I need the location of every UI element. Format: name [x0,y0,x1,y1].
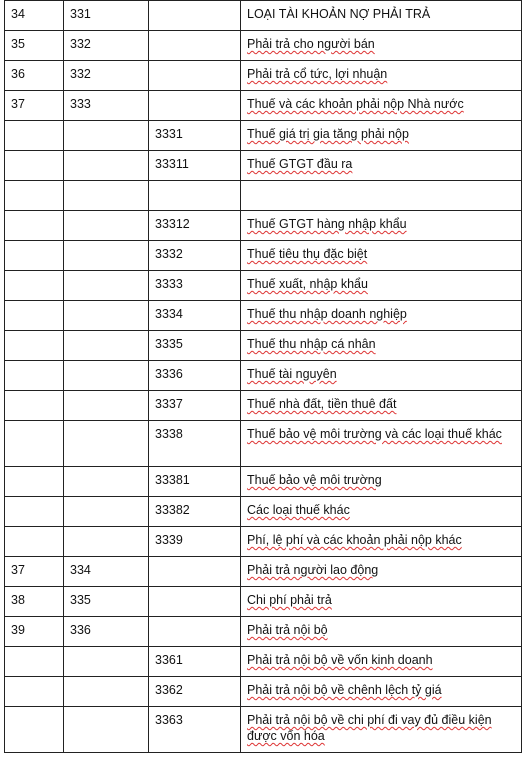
account-name-cell [241,151,522,181]
level1-account-cell [64,181,149,211]
level1-account-cell [64,391,149,421]
table-row [5,61,522,91]
account-name-text: Các loại thuế khác [247,503,350,517]
level1-account-cell [64,151,149,181]
row-number-text: 38 [11,593,25,607]
level2-account-text: 3339 [155,533,183,547]
account-name-text: Thuế thu nhập doanh nghiệp [247,307,407,321]
account-name-cell [241,1,522,31]
row-number-cell [5,241,64,271]
level1-account-text: 331 [70,7,91,21]
table-row [5,331,522,361]
level2-account-text: 3333 [155,277,183,291]
level2-account-text: 3363 [155,713,183,727]
table-row [5,241,522,271]
level1-account-cell [64,587,149,617]
table-row [5,467,522,497]
row-number-cell [5,391,64,421]
level2-account-text: 3332 [155,247,183,261]
table-row [5,587,522,617]
row-number-cell [5,647,64,677]
table-row [5,527,522,557]
account-name-cell [241,617,522,647]
table-row [5,557,522,587]
row-number-cell [5,1,64,31]
table-row [5,91,522,121]
account-name-text: Phải trả người lao động [247,563,379,577]
row-number-cell [5,301,64,331]
row-number-cell [5,467,64,497]
account-name-cell [241,211,522,241]
row-number-cell [5,587,64,617]
level1-account-cell [64,91,149,121]
table-row [5,121,522,151]
account-name-cell [241,391,522,421]
level2-account-text: 3331 [155,127,183,141]
table-row [5,1,522,31]
row-number-cell [5,421,64,467]
account-name-text: Phải trả nội bộ về chênh lệch tỷ giá [247,683,442,697]
account-name-text: Thuế giá trị gia tăng phải nộp [247,127,409,141]
level1-account-cell [64,331,149,361]
row-number-cell [5,331,64,361]
row-number-text: 37 [11,563,25,577]
level2-account-cell [149,421,241,467]
row-number-cell [5,677,64,707]
level1-account-cell [64,421,149,467]
account-name-text: Thuế bảo vệ môi trường [247,473,382,487]
level1-account-cell [64,647,149,677]
level2-account-cell [149,331,241,361]
level1-account-text: 333 [70,97,91,111]
account-name-text: LOẠI TÀI KHOẢN NỢ PHẢI TRẢ [247,7,431,21]
level1-account-cell [64,617,149,647]
level2-account-text: 3361 [155,653,183,667]
table-row [5,151,522,181]
level1-account-text: 332 [70,37,91,51]
level1-account-cell [64,121,149,151]
table-row [5,677,522,707]
row-number-cell [5,271,64,301]
level2-account-cell [149,181,241,211]
account-name-cell [241,241,522,271]
level1-account-cell [64,61,149,91]
account-name-cell [241,707,522,753]
table-row [5,647,522,677]
table-row [5,707,522,753]
account-name-cell [241,677,522,707]
account-name-text: Chi phí phải trả [247,593,332,607]
level2-account-text: 33381 [155,473,190,487]
level2-account-cell [149,361,241,391]
account-name-text: Thuế thu nhập cá nhân [247,337,376,351]
account-name-text: Thuế tài nguyên [247,367,337,381]
level2-account-cell [149,557,241,587]
account-name-cell [241,181,522,211]
table-row [5,271,522,301]
account-table [4,0,522,753]
level2-account-text: 3338 [155,427,183,441]
level2-account-cell [149,121,241,151]
level1-account-cell [64,1,149,31]
account-name-cell [241,331,522,361]
row-number-text: 35 [11,37,25,51]
level1-account-cell [64,241,149,271]
row-number-cell [5,91,64,121]
level2-account-cell [149,647,241,677]
account-name-text: Thuế GTGT đầu ra [247,157,353,171]
row-number-cell [5,61,64,91]
level2-account-cell [149,61,241,91]
level2-account-text: 33311 [155,157,189,171]
row-number-text: 34 [11,7,25,21]
level1-account-cell [64,677,149,707]
account-name-text: Phải trả nội bộ về vốn kinh doanh [247,653,433,667]
level2-account-cell [149,497,241,527]
level2-account-text: 3337 [155,397,183,411]
row-number-cell [5,557,64,587]
row-number-cell [5,527,64,557]
level2-account-cell [149,467,241,497]
row-number-cell [5,121,64,151]
account-name-cell [241,361,522,391]
row-number-cell [5,617,64,647]
table-row [5,497,522,527]
level1-account-cell [64,467,149,497]
row-number-cell [5,707,64,753]
level1-account-text: 334 [70,563,91,577]
level2-account-cell [149,391,241,421]
account-name-cell [241,647,522,677]
account-name-text: Thuế và các khoản phải nộp Nhà nước [247,97,464,111]
row-number-cell [5,151,64,181]
level2-account-cell [149,151,241,181]
level2-account-text: 33312 [155,217,190,231]
level1-account-cell [64,497,149,527]
account-name-text: Phải trả cho người bán [247,37,375,51]
level1-account-cell [64,211,149,241]
table-row [5,211,522,241]
account-name-cell [241,31,522,61]
row-number-text: 36 [11,67,25,81]
account-name-text: Thuế xuất, nhập khẩu [247,277,368,291]
table-row [5,391,522,421]
level2-account-text: 3335 [155,337,183,351]
account-name-cell [241,557,522,587]
account-name-cell [241,421,522,467]
account-name-cell [241,271,522,301]
account-name-text: Phải trả nội bộ [247,623,328,637]
level1-account-text: 335 [70,593,91,607]
level2-account-text: 3362 [155,683,183,697]
account-name-text: Phải trả cổ tức, lợi nhuận [247,67,388,81]
account-name-text: Thuế bảo vệ môi trường và các loại thuế khác [247,427,502,441]
document-page [4,0,522,753]
account-name-text: Thuế GTGT hàng nhập khẩu [247,217,407,231]
level2-account-cell [149,527,241,557]
row-number-cell [5,211,64,241]
level2-account-text: 3334 [155,307,183,321]
level2-account-cell [149,617,241,647]
row-number-cell [5,31,64,61]
level2-account-cell [149,301,241,331]
level1-account-cell [64,527,149,557]
account-name-cell [241,467,522,497]
table-row [5,421,522,467]
level2-account-cell [149,241,241,271]
table-row [5,181,522,211]
level1-account-cell [64,271,149,301]
level1-account-cell [64,557,149,587]
level2-account-text: 33382 [155,503,190,517]
level1-account-cell [64,361,149,391]
account-name-cell [241,61,522,91]
level2-account-cell [149,587,241,617]
level2-account-cell [149,271,241,301]
level1-account-text: 336 [70,623,91,637]
level1-account-cell [64,301,149,331]
table-row [5,617,522,647]
table-row [5,301,522,331]
account-name-text: Phí, lệ phí và các khoản phải nộp khác [247,533,462,547]
level2-account-cell [149,677,241,707]
table-row [5,31,522,61]
level2-account-cell [149,1,241,31]
level1-account-text: 332 [70,67,91,81]
account-name-cell [241,91,522,121]
table-row [5,361,522,391]
account-table-body [5,1,522,753]
account-name-cell [241,527,522,557]
account-name-cell [241,587,522,617]
level1-account-cell [64,707,149,753]
level2-account-cell [149,91,241,121]
row-number-text: 37 [11,97,25,111]
level1-account-cell [64,31,149,61]
account-name-cell [241,497,522,527]
row-number-cell [5,361,64,391]
account-name-cell [241,121,522,151]
account-name-text: Thuế nhà đất, tiền thuê đất [247,397,397,411]
row-number-cell [5,181,64,211]
row-number-text: 39 [11,623,25,637]
account-name-cell [241,301,522,331]
level2-account-cell [149,211,241,241]
level2-account-cell [149,707,241,753]
level2-account-cell [149,31,241,61]
level2-account-text: 3336 [155,367,183,381]
account-name-text: Phải trả nội bộ về chi phí đi vay đủ điều kiện được vốn hóa [247,713,492,743]
row-number-cell [5,497,64,527]
account-name-text: Thuế tiêu thụ đặc biệt [247,247,368,261]
